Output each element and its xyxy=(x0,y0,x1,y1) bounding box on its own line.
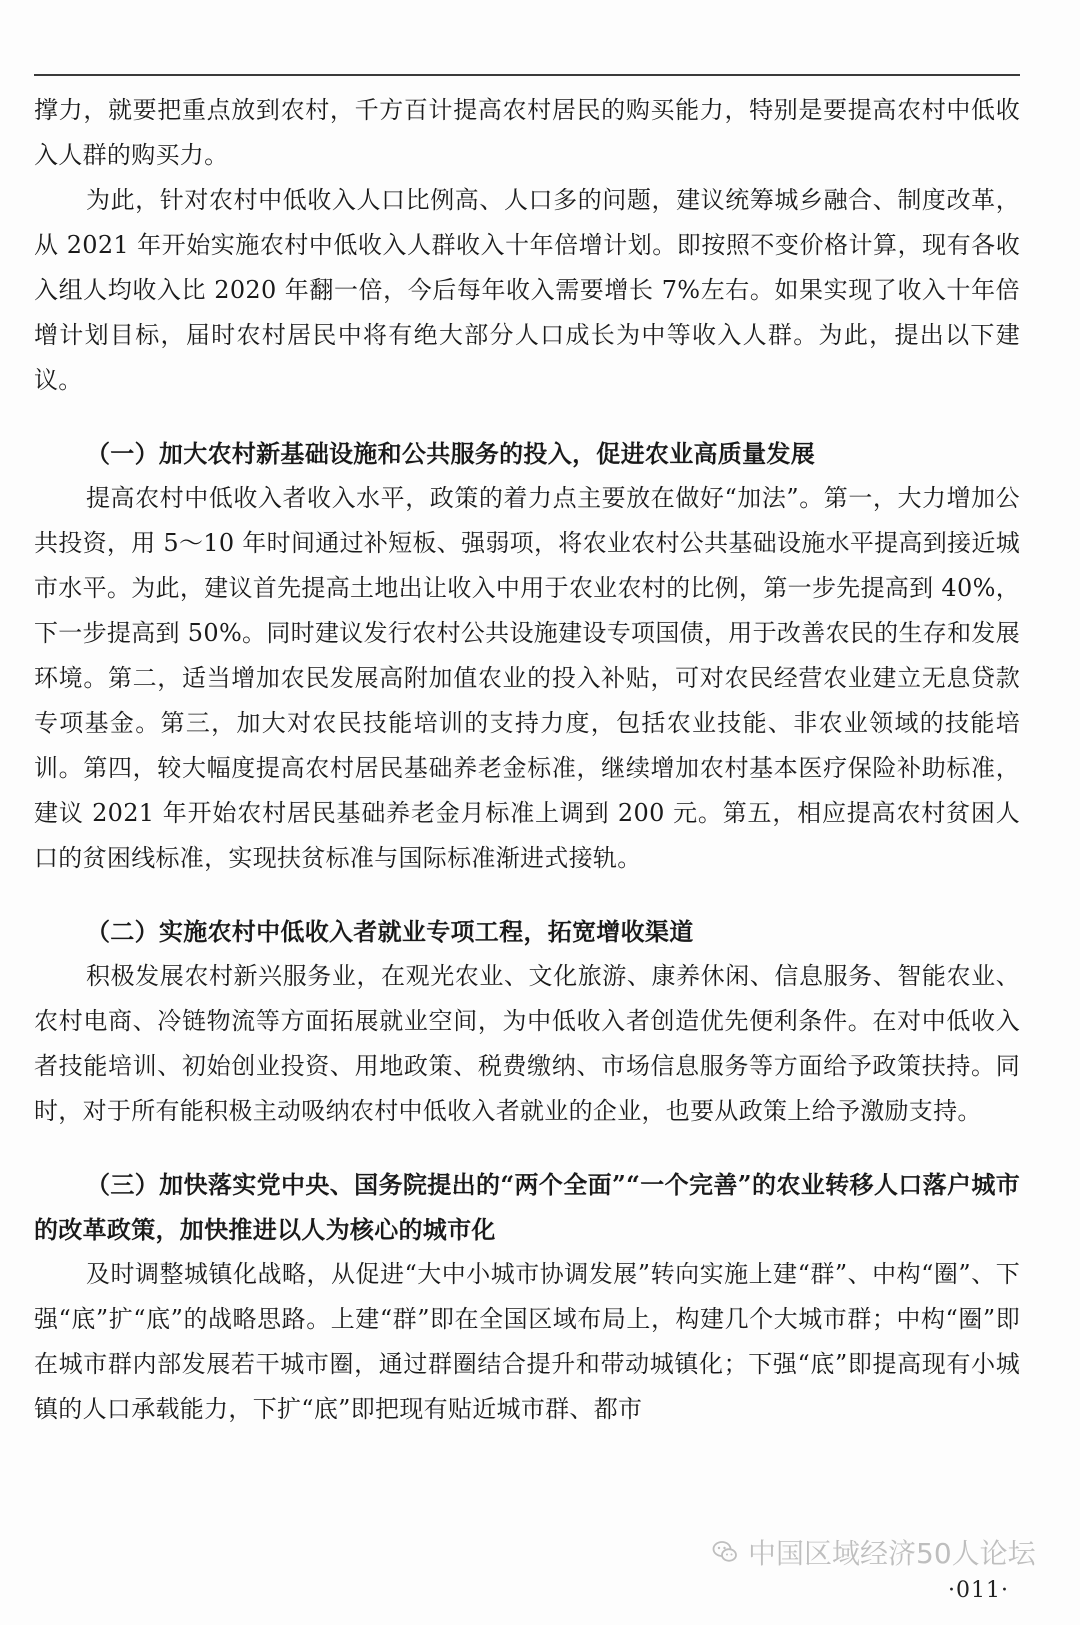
header-rule xyxy=(34,74,1020,76)
paragraph-proposal-intro: 为此，针对农村中低收入人口比例高、人口多的问题，建议统筹城乡融合、制度改革，从 2021 年开始实施农村中低收入人群收入十年倍增计划。即按照不变价格计算，现有各收入组人均收入比 2020 年翻一倍，今后每年收入需要增长 7%左右。如果实现了收入十年倍增计划目标，届时农村居民中将有绝大部分人口成长为中等收入人群。为此，提出以下建议。 xyxy=(34,186,1020,394)
section-body-1: 提高农村中低收入者收入水平，政策的着力点主要放在做好“加法”。第一，大力增加公共投资，用 5～10 年时间通过补短板、强弱项，将农业农村公共基础设施水平提高到接近城市水平。为此，建议首先提高土地出让收入中用于农业农村的比例，第一步先提高到 40%，下一步提高到 50%。同时建议发行农村公共设施建设专项国债，用于改善农民的生存和发展环境。第二，适当增加农民发展高附加值农业的投入补贴，可对农民经营农业建立无息贷款专项基金。第三，加大对农民技能培训的支持力度，包括农业技能、非农业领域的技能培训。第四，较大幅度提高农村居民基础养老金标准，继续增加农村基本医疗保险补助标准，建议 2021 年开始农村居民基础养老金月标准上调到 200 元。第五，相应提高农村贫困人口的贫困线标准，实现扶贫标准与国际标准渐进式接轨。 xyxy=(34,484,1020,872)
section-heading-1: （一）加大农村新基础设施和公共服务的投入，促进农业高质量发展 xyxy=(86,439,815,468)
section-body-2: 积极发展农村新兴服务业，在观光农业、文化旅游、康养休闲、信息服务、智能农业、农村电商、冷链物流等方面拓展就业空间，为中低收入者创造优先便利条件。在对中低收入者技能培训、初始创业投资、用地政策、税费缴纳、市场信息服务等方面给予政策扶持。同时，对于所有能积极主动吸纳农村中低收入者就业的企业，也要从政策上给予激励支持。 xyxy=(34,962,1020,1125)
wechat-icon xyxy=(712,1539,738,1565)
section-heading-3: （三）加快落实党中央、国务院提出的“两个全面”“一个完善”的农业转移人口落户城市的改革政策，加快推进以人为核心的城市化 xyxy=(34,1170,1020,1244)
page-content xyxy=(34,88,1020,1432)
section-heading-2: （二）实施农村中低收入者就业专项工程，拓宽增收渠道 xyxy=(86,917,694,946)
page-number: ·011· xyxy=(948,1578,1009,1603)
watermark xyxy=(712,1532,1036,1572)
watermark-text: 中国区域经济50人论坛 xyxy=(748,1537,1036,1570)
paragraph-continuation: 撑力，就要把重点放到农村，千方百计提高农村居民的购买能力，特别是要提高农村中低收入人群的购买力。 xyxy=(34,96,1020,169)
section-body-3: 及时调整城镇化战略，从促进“大中小城市协调发展”转向实施上建“群”、中构“圈”、下强“底”扩“底”的战略思路。上建“群”即在全国区域布局上，构建几个大城市群；中构“圈”即在城市群内部发展若干城市圈，通过群圈结合提升和带动城镇化；下强“底”即提高现有小城镇的人口承载能力，下扩“底”即把现有贴近城市群、都市 xyxy=(34,1260,1020,1423)
